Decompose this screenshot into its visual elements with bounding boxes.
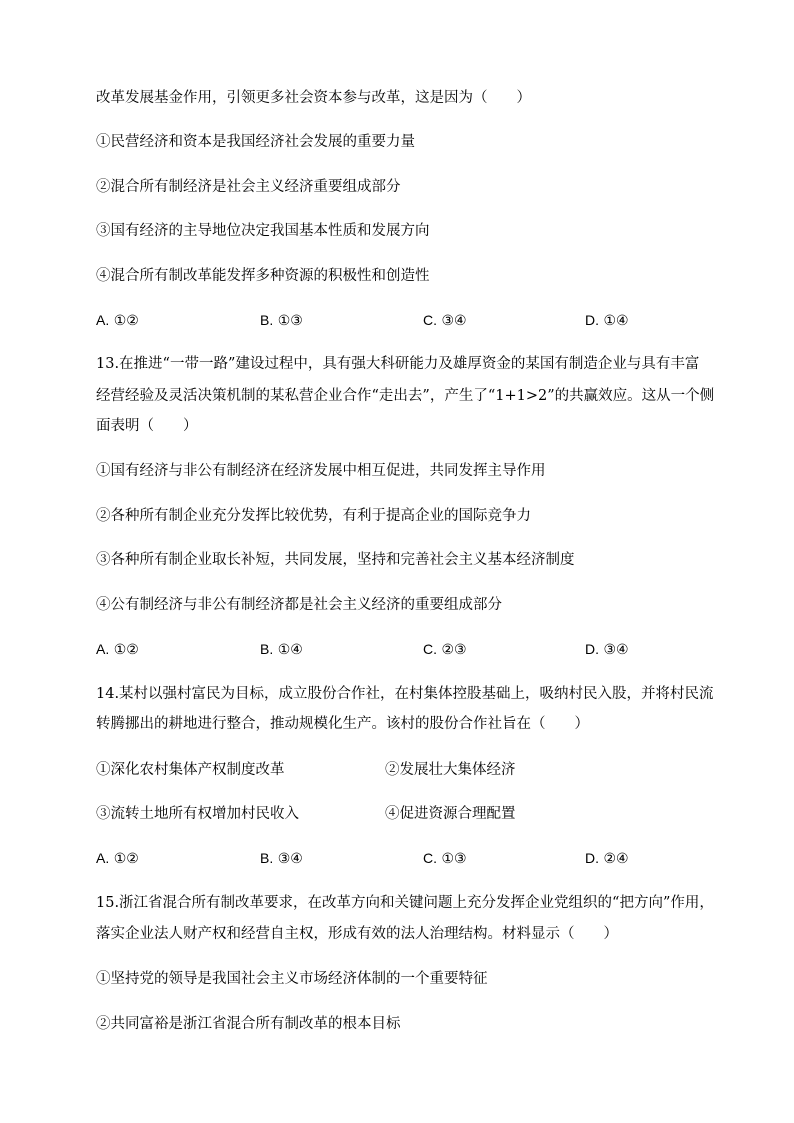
q15-item-1: ①坚持党的领导是我国社会主义市场经济体制的一个重要特征 bbox=[96, 971, 488, 987]
q13-item-2: ②各种所有制企业充分发挥比较优势，有利于提高企业的国际竞争力 bbox=[96, 508, 531, 524]
q12-item-2: ②混合所有制经济是社会主义经济重要组成部分 bbox=[96, 179, 401, 195]
q13-option-a: A. ①② bbox=[96, 641, 139, 658]
q13-stem-line-3: 面表明（ ） bbox=[96, 418, 198, 434]
q14-option-c: C. ①③ bbox=[423, 850, 467, 867]
q13-option-c: C. ②③ bbox=[423, 641, 467, 658]
q14-item-3: ③流转土地所有权增加村民收入 bbox=[96, 806, 299, 822]
q13-item-3: ③各种所有制企业取长补短，共同发展，坚持和完善社会主义基本经济制度 bbox=[96, 552, 575, 568]
q15-item-2: ②共同富裕是浙江省混合所有制改革的根本目标 bbox=[96, 1016, 401, 1032]
q12-option-c: C. ③④ bbox=[423, 312, 467, 329]
q14-item-4: ④促进资源合理配置 bbox=[385, 806, 516, 822]
q14-item-2: ②发展壮大集体经济 bbox=[385, 762, 516, 778]
q15-stem-line-1: 15.浙江省混合所有制改革要求，在改革方向和关键问题上充分发挥企业党组织的“把方向”作用， bbox=[96, 895, 714, 911]
q14-item-1: ①深化农村集体产权制度改革 bbox=[96, 762, 285, 778]
q12-item-3: ③国有经济的主导地位决定我国基本性质和发展方向 bbox=[96, 223, 430, 239]
q13-item-1: ①国有经济与非公有制经济在经济发展中相互促进，共同发挥主导作用 bbox=[96, 463, 546, 479]
q13-stem-line-2: 经营经验及灵活决策机制的某私营企业合作“走出去”，产生了“1+1>2”的共赢效应。这从一个侧 bbox=[96, 388, 715, 404]
q15-stem-line-2: 落实企业法人财产权和经营自主权，形成有效的法人治理结构。材料显示（ ） bbox=[96, 926, 618, 942]
q13-option-d: D. ③④ bbox=[585, 641, 629, 658]
q14-option-a: A. ①② bbox=[96, 850, 139, 867]
q14-stem-line-2: 转腾挪出的耕地进行整合，推动规模化生产。该村的股份合作社旨在（ ） bbox=[96, 716, 589, 732]
q12-option-a: A. ①② bbox=[96, 312, 139, 329]
q13-option-b: B. ①④ bbox=[260, 641, 303, 658]
q14-stem-line-1: 14.某村以强村富民为目标，成立股份合作社，在村集体控股基础上，吸纳村民入股，并将村民流 bbox=[96, 686, 714, 702]
q12-item-4: ④混合所有制改革能发挥多种资源的积极性和创造性 bbox=[96, 268, 430, 284]
q12-stem-tail: 改革发展基金作用，引领更多社会资本参与改革，这是因为（ ） bbox=[96, 90, 531, 106]
q13-item-4: ④公有制经济与非公有制经济都是社会主义经济的重要组成部分 bbox=[96, 597, 502, 613]
q14-option-d: D. ②④ bbox=[585, 850, 629, 867]
q14-option-b: B. ③④ bbox=[260, 850, 303, 867]
q13-stem-line-1: 13.在推进“一带一路”建设过程中，具有强大科研能力及雄厚资金的某国有制造企业与具有丰富 bbox=[96, 356, 700, 372]
q12-item-1: ①民营经济和资本是我国经济社会发展的重要力量 bbox=[96, 134, 415, 150]
q12-option-d: D. ①④ bbox=[585, 312, 629, 329]
q12-option-b: B. ①③ bbox=[260, 312, 303, 329]
